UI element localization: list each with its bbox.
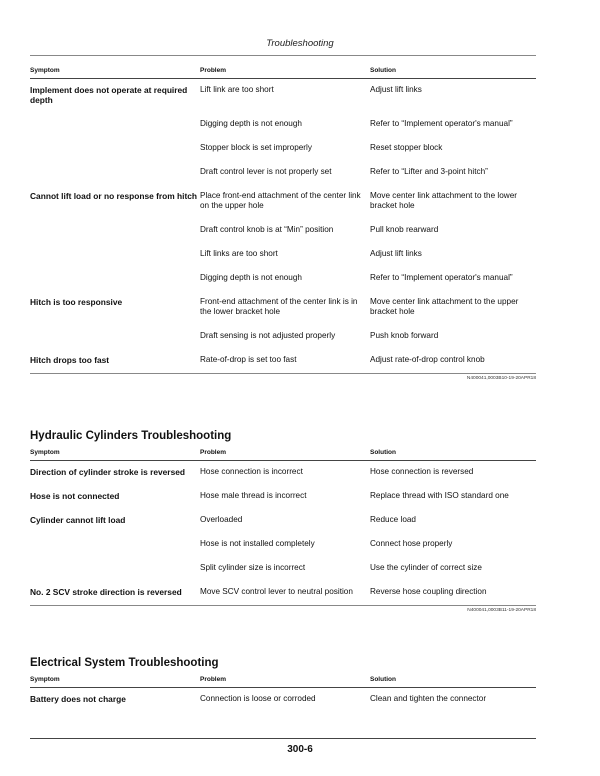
problem-cell: Draft control knob is at “Min” position: [200, 225, 334, 234]
table-row: [30, 113, 536, 137]
symptom-cell: Cannot lift load or no response from hitch: [30, 191, 198, 201]
general-troubleshooting-table: [30, 64, 536, 373]
column-header-problem: Problem: [200, 446, 370, 461]
symptom-cell: Implement does not operate at required depth: [30, 85, 188, 105]
solution-cell: Refer to “Lifter and 3-point hitch”: [370, 167, 488, 176]
problem-cell: Digging depth is not enough: [200, 273, 302, 282]
table-row: [30, 533, 536, 557]
solution-cell: Connect hose properly: [370, 539, 453, 548]
reference-code: N400041,0003B10-19-20APR18: [466, 376, 536, 381]
symptom-cell: Hitch drops too fast: [30, 355, 110, 365]
footer-rule: [30, 738, 536, 739]
table-row: [30, 557, 536, 581]
solution-cell: Clean and tighten the connector: [370, 694, 487, 703]
solution-cell: Adjust lift links: [370, 249, 422, 258]
solution-cell: Reduce load: [370, 515, 416, 524]
solution-cell: Adjust lift links: [370, 85, 422, 94]
table-row: [30, 291, 536, 325]
symptom-cell: [30, 267, 200, 291]
hydraulic-troubleshooting-table: [30, 446, 536, 605]
symptom-cell: [30, 137, 200, 161]
symptom-cell: [30, 533, 200, 557]
solution-cell: Pull knob rearward: [370, 225, 439, 234]
table-row: [30, 325, 536, 349]
column-header-symptom: Symptom: [30, 673, 200, 688]
page-number: 300-6: [287, 744, 313, 755]
solution-cell: Hose connection is reversed: [370, 467, 474, 476]
solution-cell: Adjust rate-of-drop control knob: [370, 355, 485, 364]
solution-cell: Replace thread with ISO standard one: [370, 491, 509, 500]
column-header-problem: Problem: [200, 64, 370, 79]
problem-cell: Stopper block is set improperly: [200, 143, 312, 152]
table-row: [30, 161, 536, 185]
section-title: Electrical System Troubleshooting: [30, 657, 219, 669]
column-header-symptom: Symptom: [30, 446, 200, 461]
symptom-cell: [30, 219, 200, 243]
symptom-cell: Cylinder cannot lift load: [30, 515, 126, 525]
table-row: [30, 185, 536, 219]
problem-cell: Split cylinder size is incorrect: [200, 563, 306, 572]
reference-code: N400041,0003B11-19-20APR18: [467, 608, 536, 613]
symptom-cell: No. 2 SCV stroke direction is reversed: [30, 587, 182, 597]
solution-cell: Reset stopper block: [370, 143, 443, 152]
solution-cell: Use the cylinder of correct size: [370, 563, 482, 572]
hydraulic-troubleshooting-section: [30, 430, 536, 613]
symptom-cell: [30, 557, 200, 581]
solution-cell: Move center link attachment to the upper bracket hole: [370, 297, 519, 316]
electrical-troubleshooting-section: [30, 657, 536, 712]
problem-cell: Rate-of-drop is set too fast: [200, 355, 297, 364]
general-troubleshooting-section: [30, 64, 536, 381]
table-row: [30, 688, 536, 713]
solution-cell: Move center link attachment to the lower bracket hole: [370, 191, 517, 210]
solution-cell: Push knob forward: [370, 331, 439, 340]
table-row: [30, 79, 536, 114]
table-row: [30, 581, 536, 605]
table-row: [30, 485, 536, 509]
table-row: [30, 267, 536, 291]
electrical-troubleshooting-table: [30, 673, 536, 712]
symptom-cell: [30, 243, 200, 267]
problem-cell: Hose is not installed completely: [200, 539, 315, 548]
table-row: [30, 219, 536, 243]
symptom-cell: [30, 161, 200, 185]
page-header: Troubleshooting: [266, 38, 334, 49]
problem-cell: Overloaded: [200, 515, 243, 524]
table-row: [30, 509, 536, 533]
problem-cell: Connection is loose or corroded: [200, 694, 316, 703]
solution-cell: Reverse hose coupling direction: [370, 587, 487, 596]
symptom-cell: Hose is not connected: [30, 491, 120, 501]
symptom-cell: [30, 113, 200, 137]
column-header-problem: Problem: [200, 673, 370, 688]
table-row: [30, 137, 536, 161]
problem-cell: Move SCV control lever to neutral position: [200, 587, 353, 596]
section-title: Hydraulic Cylinders Troubleshooting: [30, 430, 232, 442]
symptom-cell: Battery does not charge: [30, 694, 126, 704]
problem-cell: Place front-end attachment of the center link on the upper hole: [200, 191, 361, 210]
table-row: [30, 243, 536, 267]
problem-cell: Digging depth is not enough: [200, 119, 302, 128]
column-header-solution: Solution: [370, 673, 536, 688]
solution-cell: Refer to “Implement operator's manual”: [370, 119, 513, 128]
problem-cell: Draft control lever is not properly set: [200, 167, 332, 176]
problem-cell: Front-end attachment of the center link is in the lower bracket hole: [200, 297, 358, 316]
symptom-cell: Hitch is too responsive: [30, 297, 123, 307]
symptom-cell: Direction of cylinder stroke is reversed: [30, 467, 185, 477]
header-rule: [30, 55, 536, 56]
column-header-symptom: Symptom: [30, 64, 200, 79]
table-row: [30, 461, 536, 486]
table-row: [30, 349, 536, 373]
problem-cell: Hose connection is incorrect: [200, 467, 303, 476]
problem-cell: Lift link are too short: [200, 85, 274, 94]
column-header-solution: Solution: [370, 64, 536, 79]
problem-cell: Lift links are too short: [200, 249, 278, 258]
problem-cell: Hose male thread is incorrect: [200, 491, 307, 500]
solution-cell: Refer to “Implement operator's manual”: [370, 273, 513, 282]
symptom-cell: [30, 325, 200, 349]
column-header-solution: Solution: [370, 446, 536, 461]
problem-cell: Draft sensing is not adjusted properly: [200, 331, 336, 340]
